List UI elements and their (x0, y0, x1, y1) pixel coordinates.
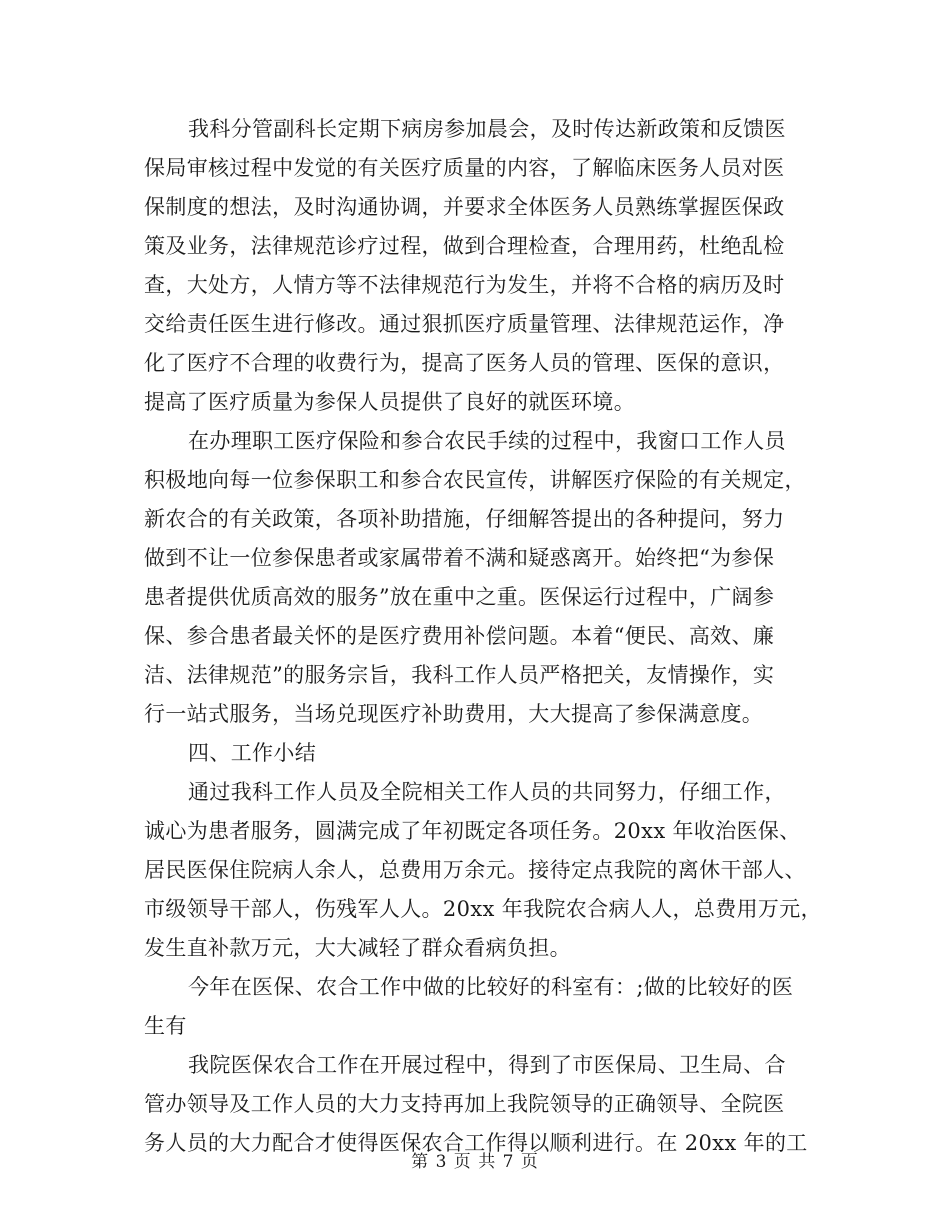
paragraph-line: 我院医保农合工作在开展过程中，得到了市医保局、卫生局、合 (188, 1053, 786, 1077)
paragraph-line: 查，大处方，人情方等不法律规范行为发生，并将不合格的病历及时 (144, 273, 785, 297)
section-heading: 四、工作小结 (188, 741, 317, 765)
paragraph-line: 生有 (144, 1014, 187, 1038)
paragraph-line: 今年在医保、农合工作中做的比较好的科室有：;做的比较好的医 (188, 975, 794, 999)
paragraph-line: 我科分管副科长定期下病房参加晨会，及时传达新政策和反馈医 (188, 117, 786, 141)
paragraph-line: 策及业务，法律规范诊疗过程，做到合理检查，合理用药，杜绝乱检 (144, 234, 785, 258)
page-number-footer: 第 3 页 共 7 页 (411, 1152, 539, 1172)
paragraph-line: 化了医疗不合理的收费行为，提高了医务人员的管理、医保的意识， (144, 351, 785, 375)
paragraph-line: 保制度的想法，及时沟通协调，并要求全体医务人员熟练掌握医保政 (144, 195, 785, 219)
paragraph-line: 管办领导及工作人员的大力支持再加上我院领导的正确领导、全院医 (144, 1092, 785, 1116)
paragraph-line: 洁、法律规范”的服务宗旨，我科工作人员严格把关，友情操作，实 (144, 663, 775, 687)
paragraph-line: 保局审核过程中发觉的有关医疗质量的内容，了解临床医务人员对医 (144, 156, 785, 180)
paragraph-line: 行一站式服务，当场兑现医疗补助费用，大大提高了参保满意度。 (144, 702, 764, 726)
paragraph-line: 交给责任医生进行修改。通过狠抓医疗质量管理、法律规范运作，净 (144, 312, 785, 336)
paragraph-line: 务人员的大力配合才使得医保农合工作得以顺利进行。在 20xx 年的工 (144, 1131, 808, 1155)
document-body (144, 110, 822, 1163)
paragraph-line: 患者提供优质高效的服务”放在重中之重。医保运行过程中，广阔参 (144, 585, 775, 609)
paragraph-line: 居民医保住院病人余人，总费用万余元。接待定点我院的离休干部人、 (144, 858, 806, 882)
paragraph-line: 发生直补款万元，大大减轻了群众看病负担。 (144, 936, 571, 960)
paragraph-line: 在办理职工医疗保险和参合农民手续的过程中，我窗口工作人员 (188, 429, 786, 453)
paragraph-line: 保、参合患者最关怀的是医疗费用补偿问题。本着“便民、高效、廉 (144, 624, 775, 648)
paragraph-line: 新农合的有关政策，各项补助措施，仔细解答提出的各种提问，努力 (144, 507, 785, 531)
paragraph-line: 做到不让一位参保患者或家属带着不满和疑惑离开。始终把“为参保 (144, 546, 775, 570)
paragraph-line: 市级领导干部人，伤残军人人。20xx 年我院农合病人人，总费用万元， (144, 897, 822, 921)
paragraph-line: 通过我科工作人员及全院相关工作人员的共同努力，仔细工作， (188, 780, 786, 804)
paragraph-line: 诚心为患者服务，圆满完成了年初既定各项任务。20xx 年收治医保、 (144, 819, 801, 843)
paragraph-line: 提高了医疗质量为参保人员提供了良好的就医环境。 (144, 390, 636, 414)
paragraph-line: 积极地向每一位参保职工和参合农民宣传，讲解医疗保险的有关规定， (144, 468, 806, 492)
